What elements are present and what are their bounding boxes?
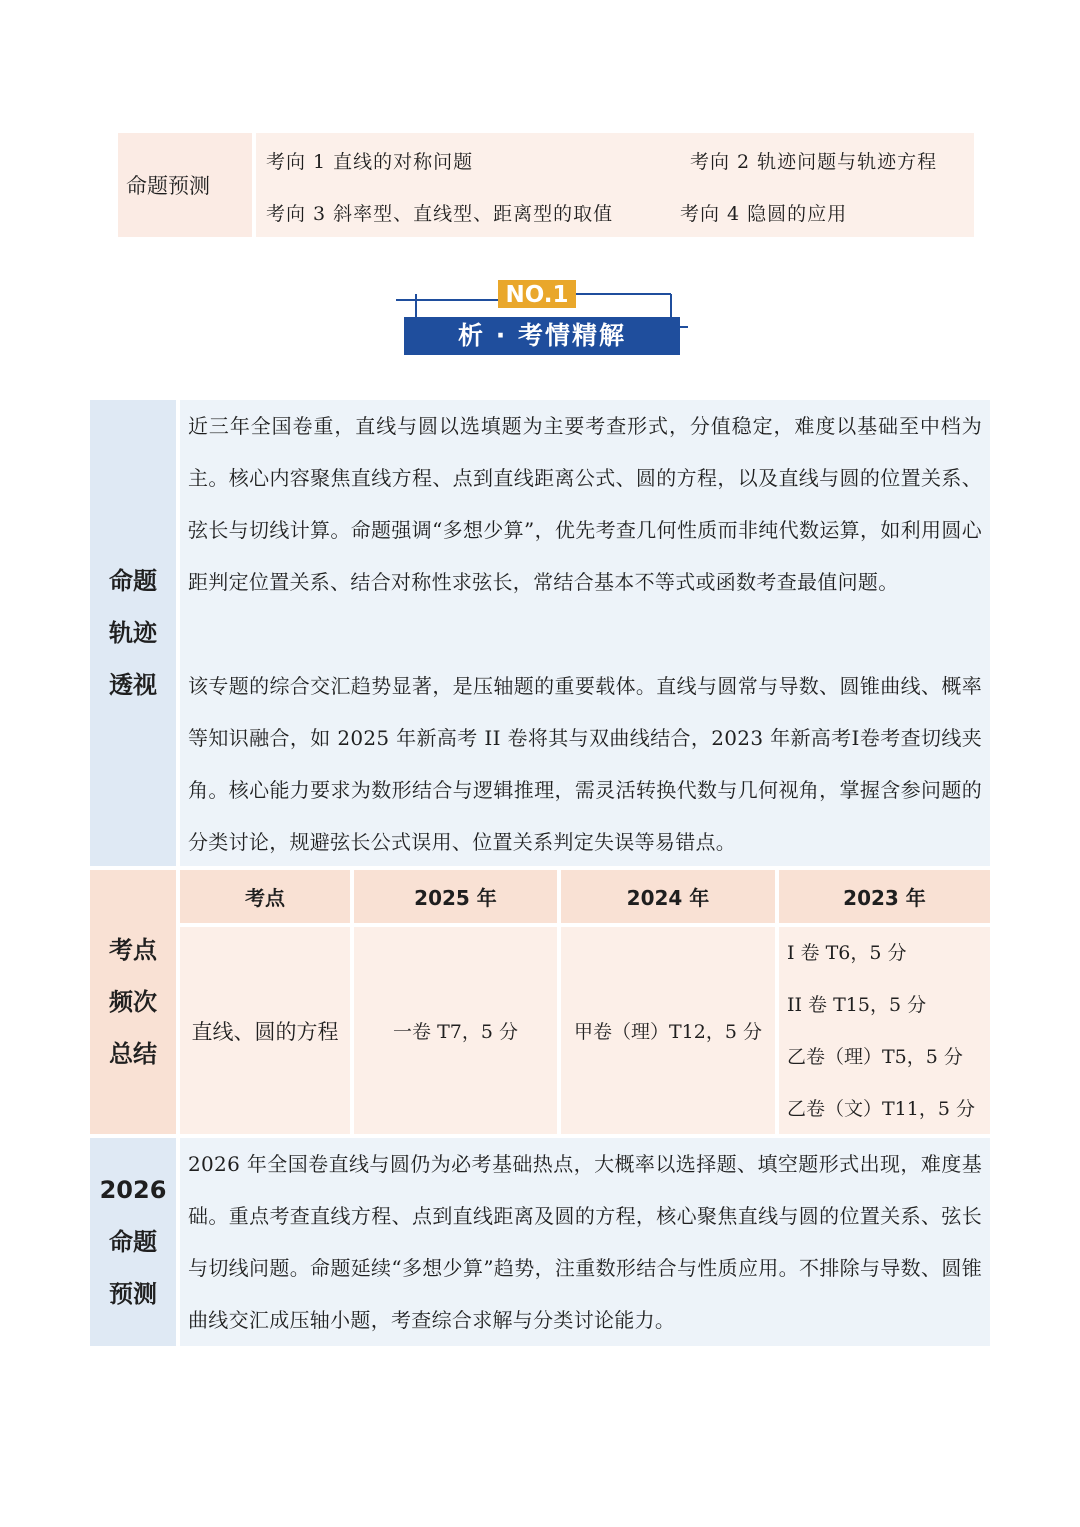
section-banner bbox=[392, 280, 688, 358]
banner-title: 析 · 考情精解 bbox=[404, 317, 680, 355]
column-header: 2023 年 bbox=[779, 870, 990, 923]
frequency-heading: 考点 频次 总结 bbox=[90, 870, 176, 1134]
prediction-item: 考向 2 轨迹问题与轨迹方程 bbox=[690, 151, 938, 173]
list-item: 乙卷（理）T5，5 分 bbox=[787, 1045, 963, 1068]
trend-paragraph-2: 该专题的综合交汇趋势显著，是压轴题的重要载体。直线与圆常与导数、圆锥曲线、概率等知识融合，如 2025 年新高考 II 卷将其与双曲线结合，2023 年新高考I卷考查切线夹角。核心能力要求为数形结合与逻辑推理，需灵活转换代数与几何视角，掌握含参问题的分类讨论，规避弦长公式误用、位置关系判定失误等易错点。 bbox=[188, 674, 982, 854]
table-cell-topic: 直线、圆的方程 bbox=[180, 927, 350, 1134]
trend-heading: 命题 轨迹 透视 bbox=[90, 400, 176, 866]
prediction-items bbox=[256, 133, 974, 237]
column-header: 考点 bbox=[180, 870, 350, 923]
prediction-item: 考向 3 斜率型、直线型、距离型的取值 bbox=[266, 203, 614, 225]
table-cell-2025: 一卷 T7，5 分 bbox=[354, 927, 557, 1134]
prediction-table bbox=[118, 133, 974, 237]
forecast-heading: 2026 命题 预测 bbox=[90, 1138, 176, 1346]
trend-body bbox=[180, 400, 990, 866]
column-header: 2025 年 bbox=[354, 870, 557, 923]
forecast-body bbox=[180, 1138, 990, 1346]
list-item: II 卷 T15，5 分 bbox=[787, 993, 927, 1016]
table-cell-2024: 甲卷（理）T12，5 分 bbox=[561, 927, 775, 1134]
prediction-item: 考向 1 直线的对称问题 bbox=[266, 151, 474, 173]
list-item: I 卷 T6，5 分 bbox=[787, 941, 907, 964]
trend-paragraph-1: 近三年全国卷重，直线与圆以选填题为主要考查形式，分值稳定，难度以基础至中档为主。核心内容聚焦直线方程、点到直线距离公式、圆的方程，以及直线与圆的位置关系、弦长与切线计算。命题强调“多想少算”，优先考查几何性质而非纯代数运算，如利用圆心距判定位置关系、结合对称性求弦长，常结合基本不等式或函数考查最值问题。 bbox=[188, 414, 982, 594]
prediction-item: 考向 4 隐圆的应用 bbox=[680, 203, 848, 225]
table-cell-2023 bbox=[779, 927, 990, 1134]
prediction-label: 命题预测 bbox=[118, 133, 252, 237]
forecast-paragraph: 2026 年全国卷直线与圆仍为必考基础热点，大概率以选择题、填空题形式出现，难度基础。重点考查直线方程、点到直线距离及圆的方程，核心聚焦直线与圆的位置关系、弦长与切线问题。命题延续“多想少算”趋势，注重数形结合与性质应用。不排除与导数、圆锥曲线交汇成压轴小题，考查综合求解与分类讨论能力。 bbox=[188, 1152, 982, 1332]
column-header: 2024 年 bbox=[561, 870, 775, 923]
banner-number: NO.1 bbox=[498, 280, 576, 308]
list-item: 乙卷（文）T11，5 分 bbox=[787, 1097, 975, 1120]
